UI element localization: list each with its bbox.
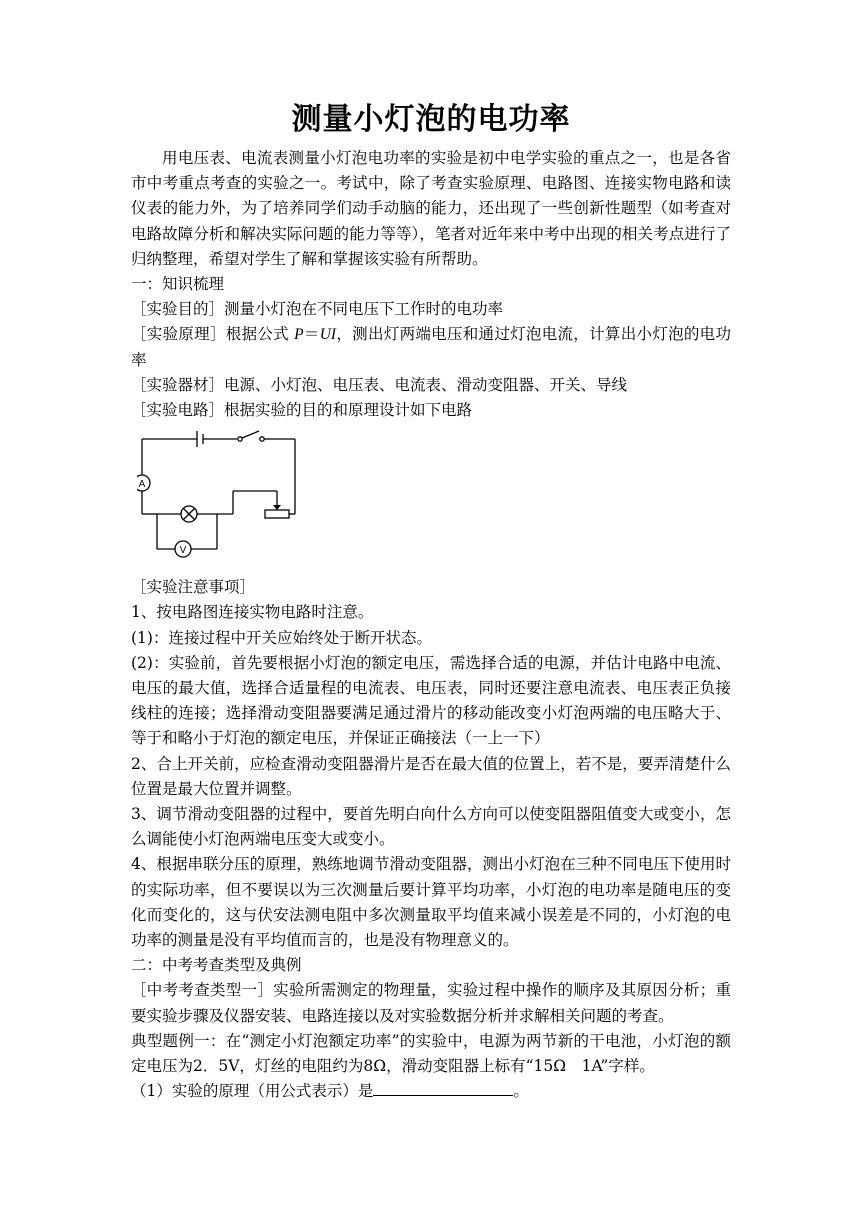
principle-text-a: ［实验原理］根据公式	[131, 325, 295, 344]
note-1: 1、按电路图连接实物电路时注意。	[131, 603, 374, 622]
section-heading-2: 二：中考考查类型及典例	[131, 956, 302, 975]
circuit-intro: ［实验电路］根据实验的目的和原理设计如下电路	[131, 401, 473, 420]
slider-arrow	[273, 505, 281, 510]
page-title: 测量小灯泡的电功率	[291, 102, 571, 137]
intro-paragraph: 用电压表、电流表测量小灯泡电功率的实验是初中电学实验的重点之一，也是各省市中考重点考查的实验之一。考试中，除了考查实验原理、电路图、连接实物电路和读仪表的能力外，为了培养同学们动手动脑的能力，还出现了一些创新性题型（如考查对电路故障分析和解决实际问题的能力等等），笔者对近年来中考中出现的相关考点进行了归纳整理，希望对学生了解和掌握该实验有所帮助。	[131, 149, 731, 268]
notes-heading: ［实验注意事项］	[131, 578, 256, 597]
formula-equals: ＝	[303, 325, 320, 344]
voltmeter-label: V	[179, 545, 187, 557]
exam-type-1: ［中考考查类型一］实验所需测定的物理量，实验过程中操作的顺序及其原因分析；重要实验步骤及仪器安装、电路连接以及对实验数据分析并求解相关问题的考查。	[131, 981, 731, 1025]
rheostat-body	[265, 510, 289, 518]
experiment-equipment: ［实验器材］电源、小灯泡、电压表、电流表、滑动变阻器、开关、导线	[131, 375, 628, 394]
ammeter-label: A	[138, 479, 146, 491]
note-2: 2、合上开关前，应检查滑动变阻器滑片是否在最大值的位置上，若不是，要弄清楚什么位置是最大位置并调整。	[131, 754, 731, 798]
experiment-principle	[131, 322, 731, 372]
note-1a: (1)：连接过程中开关应始终处于断开状态。	[131, 628, 432, 647]
document-page	[131, 100, 731, 1105]
experiment-purpose: ［实验目的］测量小灯泡在不同电压下工作时的电功率	[131, 300, 504, 319]
formula-p: P	[294, 326, 304, 344]
answer-blank[interactable]	[373, 1079, 513, 1096]
note-1b: (2)：实验前，首先要根据小灯泡的额定电压，需选择合适的电源，并估计电路中电流、电压的最大值，选择合适量程的电流表、电压表，同时还要注意电流表、电压表正负接线柱的连接；选择滑动变阻器要满足通过滑片的移动能改变小灯泡两端的电压略大于、等于和略小于灯泡的额定电压，并保证正确接法（一上一下）	[131, 653, 731, 748]
question-1-text: （1）实验的原理（用公式表示）是	[131, 1082, 374, 1101]
example-problem: 典型题例一：在“测定小灯泡额定功率”的实验中，电源为两节新的干电池，小灯泡的额定电压为2．5V，灯丝的电阻约为8Ω，滑动变阻器上标有“15Ω 1A”字样。	[131, 1031, 731, 1076]
question-1-end: 。	[513, 1082, 529, 1101]
formula-ui: UI	[319, 326, 337, 344]
note-4: 4、根据串联分压的原理，熟练地调节滑动变阻器，测出小灯泡在三种不同电压下使用时的实际功率，但不要误以为三次测量后要计算平均功率，小灯泡的电功率是随电压的变化而变化的，这与伏安法测电阻中多次测量取平均值来减小误差是不同的，小灯泡的电功率的测量是没有平均值而言的，也是没有物理意义的。	[131, 855, 731, 950]
switch-contact-right	[260, 437, 264, 441]
question-1	[131, 1079, 731, 1104]
principle-text-b: ，测出灯两端电压和通过灯泡电流，计算出小灯泡的电功率	[131, 325, 731, 369]
circuit-diagram	[137, 429, 307, 571]
section-heading-1: 一：知识梳理	[131, 275, 225, 294]
switch-contact-left	[238, 437, 242, 441]
switch-blade	[242, 431, 259, 438]
note-3: 3、调节滑动变阻器的过程中，要首先明白向什么方向可以使变阻器阻值变大或变小，怎么调能使小灯泡两端电压变大或变小。	[131, 805, 731, 849]
